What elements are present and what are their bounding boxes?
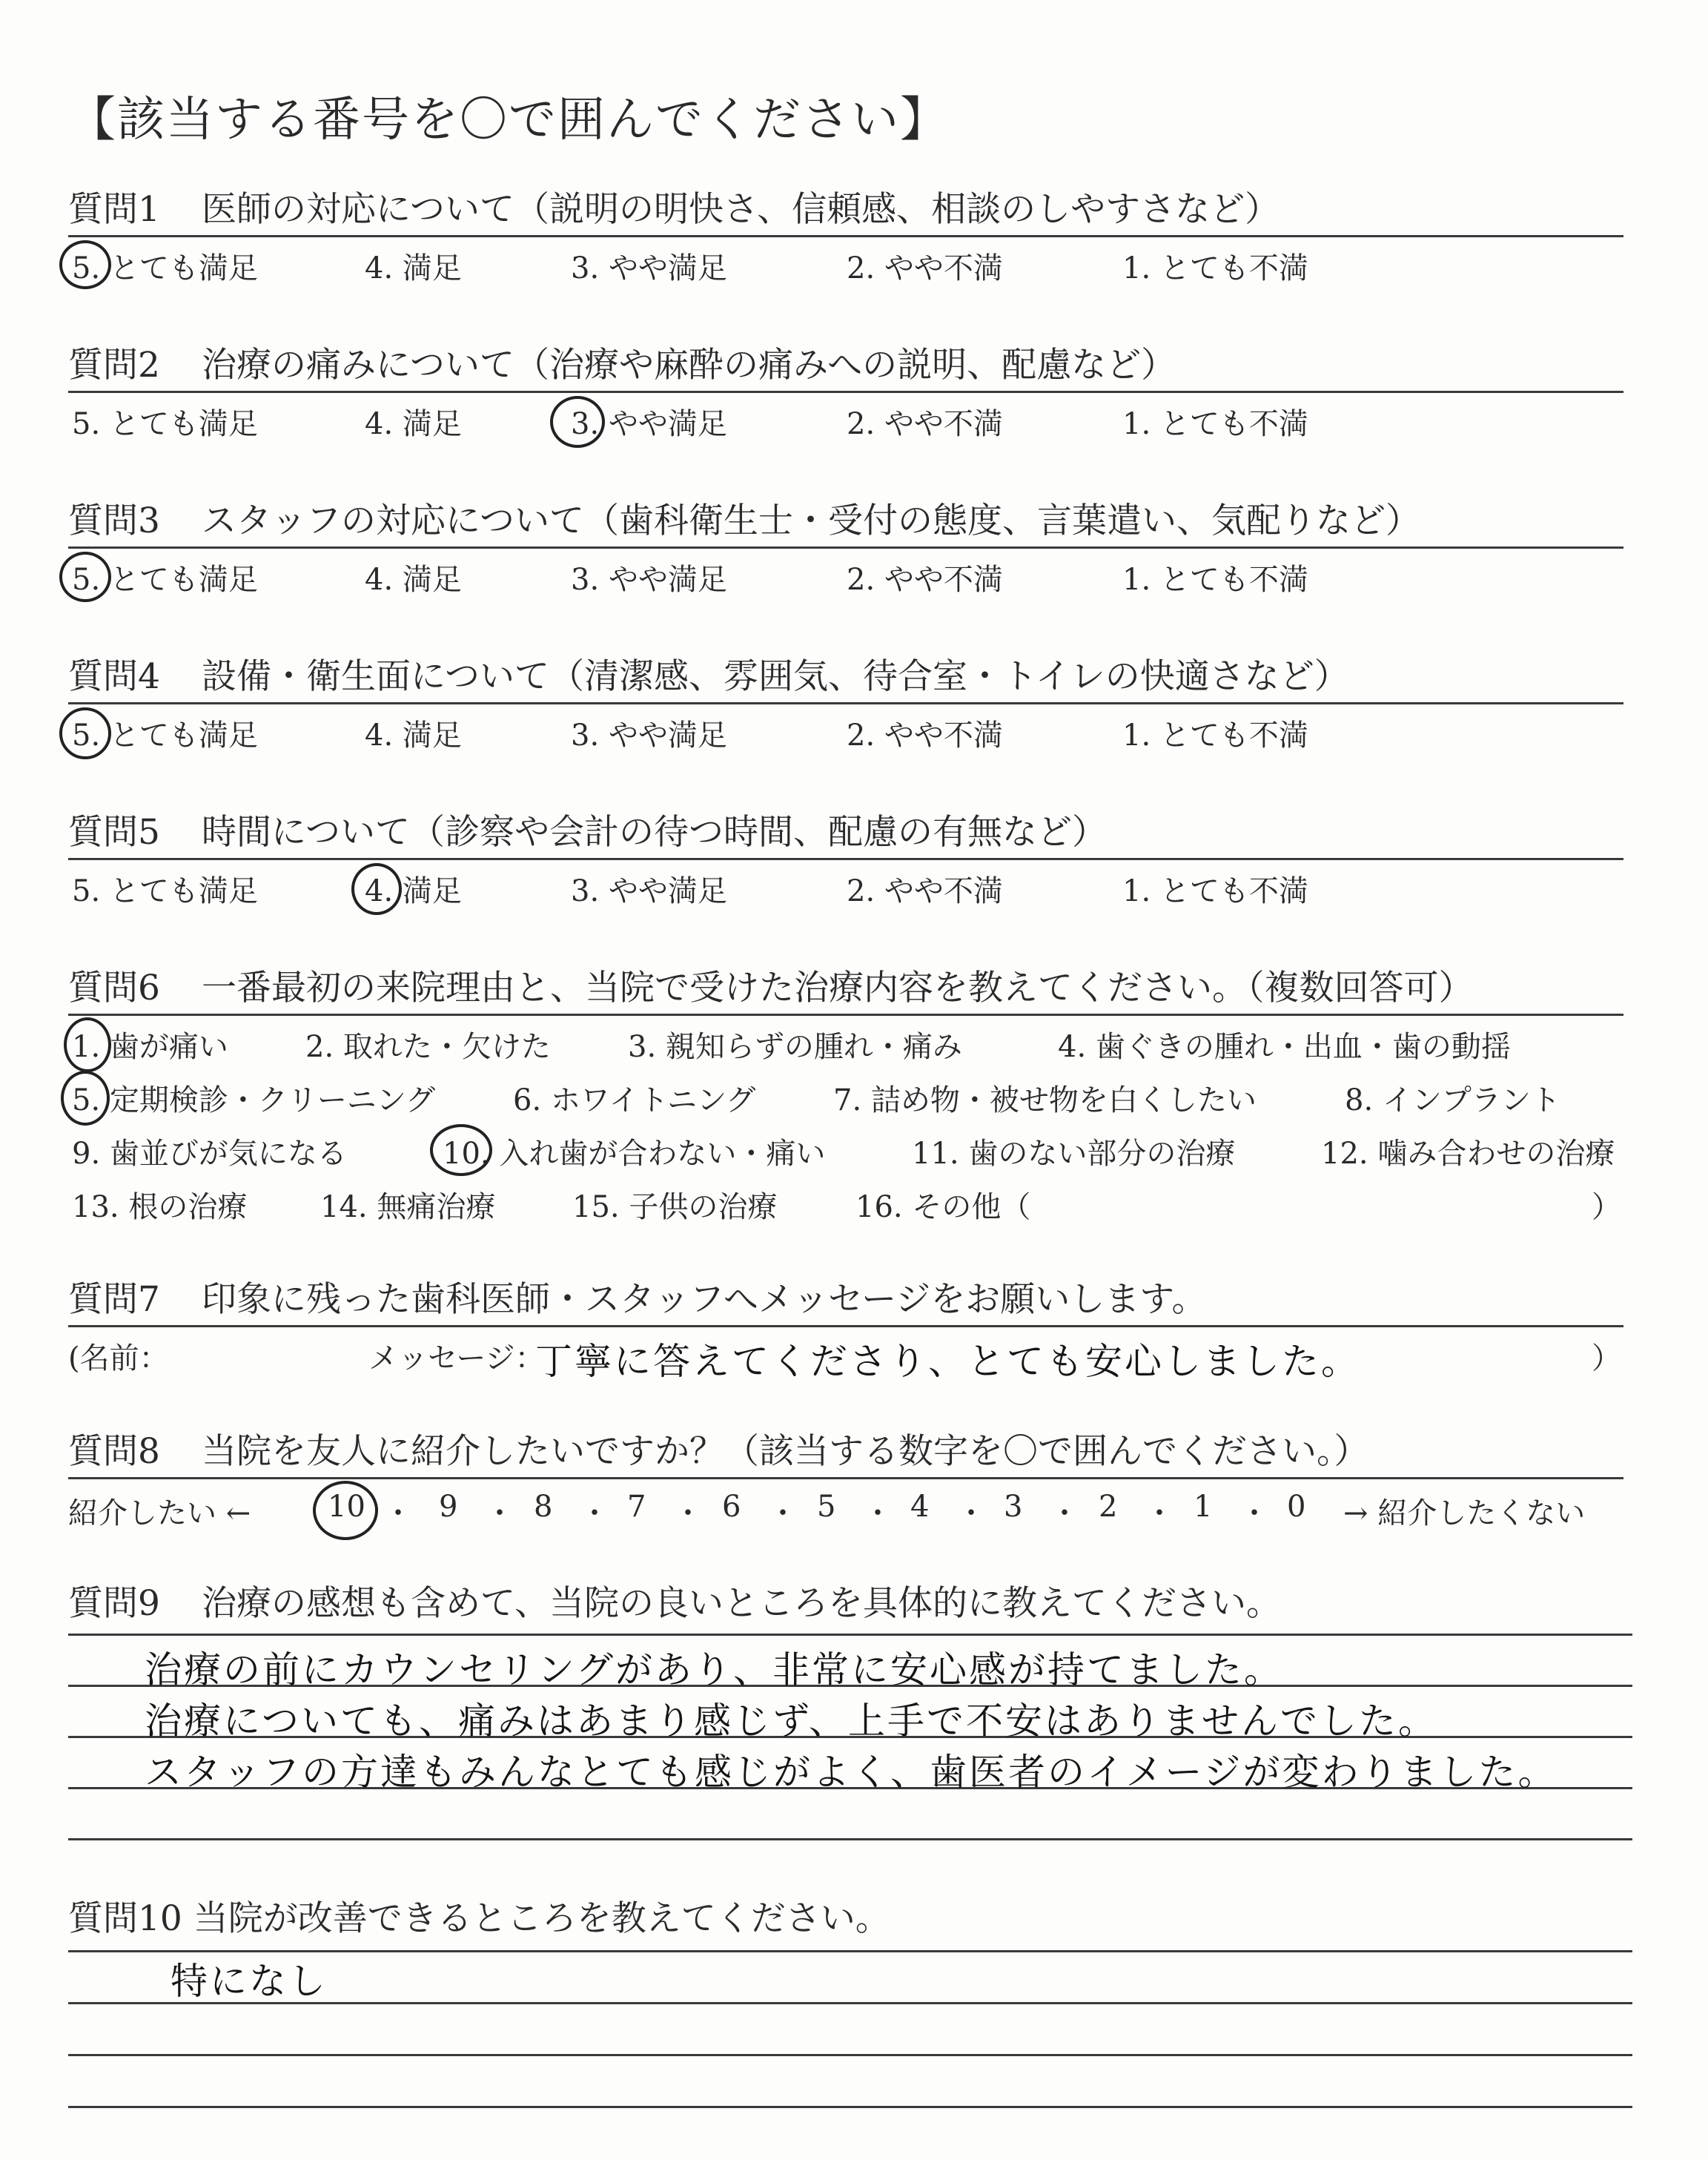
scale-9[interactable]: 9 — [439, 1490, 458, 1524]
question-8 — [68, 1424, 1623, 1539]
scale-dot: ・ — [580, 1496, 609, 1530]
scale-2[interactable]: 2 — [1099, 1490, 1118, 1524]
option-1[interactable]: 1. とても不満 — [1122, 407, 1308, 441]
reason-option-10[interactable]: 10. 入れ歯が合わない・痛い — [443, 1137, 826, 1171]
question-3-text: スタッフの対応について（歯科衛生士・受付の態度、言葉遣い、気配りなど） — [202, 501, 1421, 541]
scale-left-label: 紹介したい ← — [68, 1496, 251, 1530]
question-5-text: 時間について（診察や会計の待つ時間、配慮の有無など） — [202, 812, 1108, 853]
option-5[interactable]: 5. とても満足 — [72, 563, 258, 597]
reason-option-1[interactable]: 1. 歯が痛い — [72, 1030, 228, 1064]
question-8-text: 当院を友人に紹介したいですか？（該当する数字を〇で囲んでください。） — [202, 1431, 1369, 1472]
question-10-number: 質問10 — [68, 1898, 182, 1939]
scale-4[interactable]: 4 — [910, 1490, 930, 1524]
question-4 — [68, 649, 1623, 756]
reason-option-8[interactable]: 8. インプラント — [1345, 1083, 1560, 1117]
option-1[interactable]: 1. とても不満 — [1122, 719, 1308, 753]
scale-right-label: → 紹介したくない — [1343, 1496, 1586, 1530]
option-2[interactable]: 2. やや不満 — [847, 407, 1003, 441]
scale-dot: ・ — [1050, 1496, 1079, 1530]
scale-dot: ・ — [485, 1496, 514, 1530]
question-3-options — [68, 549, 1623, 601]
reason-option-16[interactable]: 16. その他（ — [855, 1190, 1031, 1224]
scale-dot: ・ — [863, 1496, 893, 1530]
question-1 — [68, 182, 1623, 289]
question-6-text: 一番最初の来院理由と、当院で受けた治療内容を教えてください。（複数回答可） — [202, 968, 1474, 1008]
scale-6[interactable]: 6 — [722, 1490, 741, 1524]
option-5[interactable]: 5. とても満足 — [72, 251, 258, 285]
name-label: (名前： — [68, 1341, 169, 1375]
question-4-text: 設備・衛生面について（清潔感、雰囲気、待合室・トイレの快適さなど） — [202, 656, 1349, 697]
option-4[interactable]: 4. 満足 — [365, 874, 462, 908]
question-3-number: 質問3 — [68, 501, 160, 541]
option-4[interactable]: 4. 満足 — [365, 563, 462, 597]
option-2[interactable]: 2. やや不満 — [847, 719, 1003, 753]
option-1[interactable]: 1. とても不満 — [1122, 563, 1308, 597]
reason-option-9[interactable]: 9. 歯並びが気になる — [72, 1137, 347, 1171]
reason-option-15[interactable]: 15. 子供の治療 — [572, 1190, 778, 1224]
answer-line — [68, 1634, 1632, 1636]
option-1[interactable]: 1. とても不満 — [1122, 874, 1308, 908]
question-7-title — [68, 1272, 1623, 1327]
improvement-handwritten[interactable]: 特になし — [171, 1960, 328, 2003]
option-1[interactable]: 1. とても不満 — [1122, 251, 1308, 285]
scale-dot: ・ — [956, 1496, 986, 1530]
question-2 — [68, 337, 1623, 445]
scale-dot: ・ — [1239, 1496, 1269, 1530]
question-6-row-1 — [68, 1016, 1623, 1069]
question-1-options — [68, 237, 1623, 289]
question-2-text: 治療の痛みについて（治療や麻酔の痛みへの説明、配慮など） — [202, 345, 1176, 386]
question-4-number: 質問4 — [68, 656, 160, 697]
page-header: 【該当する番号を〇で囲んでください】 — [68, 93, 949, 148]
option-2[interactable]: 2. やや不満 — [847, 563, 1003, 597]
question-8-title — [68, 1424, 1623, 1479]
other-close-paren: ） — [1592, 1190, 1621, 1224]
scale-5[interactable]: 5 — [817, 1490, 836, 1524]
message-handwritten[interactable]: 丁寧に答えてくださり、とても安心しました。 — [535, 1340, 1360, 1383]
reason-option-3[interactable]: 3. 親知らずの腫れ・痛み — [628, 1030, 962, 1064]
question-4-options — [68, 704, 1623, 756]
option-3[interactable]: 3. やや満足 — [571, 407, 727, 441]
question-9-title — [68, 1576, 1623, 1625]
scale-8[interactable]: 8 — [534, 1490, 553, 1524]
option-4[interactable]: 4. 満足 — [365, 251, 462, 285]
question-6-row-4 — [68, 1176, 1623, 1229]
question-10-title — [68, 1891, 1623, 1941]
answer-line — [68, 1838, 1632, 1840]
reason-option-6[interactable]: 6. ホワイトニング — [513, 1083, 756, 1117]
scale-10[interactable]: 10 — [328, 1490, 365, 1524]
question-2-number: 質問2 — [68, 345, 160, 386]
option-5[interactable]: 5. とても満足 — [72, 407, 258, 441]
reason-option-2[interactable]: 2. 取れた・欠けた — [305, 1030, 551, 1064]
question-8-number: 質問8 — [68, 1431, 160, 1472]
option-3[interactable]: 3. やや満足 — [571, 719, 727, 753]
reason-option-5[interactable]: 5. 定期検診・クリーニング — [72, 1083, 436, 1117]
question-2-options — [68, 393, 1623, 445]
message-label: メッセージ： — [368, 1341, 545, 1375]
recommend-scale — [68, 1479, 1623, 1539]
question-7-message-row — [68, 1327, 1623, 1383]
answer-handwritten-3[interactable]: スタッフの方達もみんなとても感じがよく、歯医者のイメージが変わりました。 — [145, 1751, 1558, 1794]
question-5 — [68, 805, 1623, 912]
question-5-title — [68, 805, 1623, 860]
question-7 — [68, 1272, 1623, 1383]
option-5[interactable]: 5. とても満足 — [72, 874, 258, 908]
reason-option-14[interactable]: 14. 無痛治療 — [320, 1190, 496, 1224]
answer-line — [68, 2054, 1632, 2056]
question-7-text: 印象に残った歯科医師・スタッフへメッセージをお願いします。 — [202, 1279, 1207, 1320]
question-6-title — [68, 960, 1623, 1016]
scale-3[interactable]: 3 — [1004, 1490, 1023, 1524]
question-6-number: 質問6 — [68, 968, 160, 1008]
question-6-row-3 — [68, 1123, 1623, 1176]
option-2[interactable]: 2. やや不満 — [847, 874, 1003, 908]
reason-option-12[interactable]: 12. 噛み合わせの治療 — [1321, 1137, 1615, 1171]
option-5[interactable]: 5. とても満足 — [72, 719, 258, 753]
option-4[interactable]: 4. 満足 — [365, 407, 462, 441]
scale-7[interactable]: 7 — [627, 1490, 646, 1524]
question-5-options — [68, 860, 1623, 912]
option-3[interactable]: 3. やや満足 — [571, 874, 727, 908]
reason-option-11[interactable]: 11. 歯のない部分の治療 — [912, 1137, 1236, 1171]
reason-option-13[interactable]: 13. 根の治療 — [72, 1190, 248, 1224]
option-4[interactable]: 4. 満足 — [365, 719, 462, 753]
answer-handwritten-1[interactable]: 治療の前にカウンセリングがあり、非常に安心感が持てました。 — [145, 1648, 1283, 1691]
answer-line — [68, 2106, 1632, 2108]
question-6 — [68, 960, 1623, 1229]
scale-dot: ・ — [1145, 1496, 1174, 1530]
message-close-paren: ） — [1592, 1341, 1621, 1375]
question-6-row-2 — [68, 1069, 1623, 1123]
answer-handwritten-2[interactable]: 治療についても、痛みはあまり感じず、上手で不安はありませんでした。 — [145, 1700, 1437, 1743]
question-10 — [68, 1891, 1623, 1941]
option-3[interactable]: 3. やや満足 — [571, 563, 727, 597]
question-10-text: 当院が改善できるところを教えてください。 — [193, 1898, 890, 1939]
question-9 — [68, 1576, 1623, 1625]
question-9-text: 治療の感想も含めて、当院の良いところを具体的に教えてください。 — [202, 1583, 1282, 1624]
scale-dot: ・ — [673, 1496, 703, 1530]
question-2-title — [68, 337, 1623, 393]
question-9-number: 質問9 — [68, 1583, 160, 1624]
scale-dot: ・ — [383, 1496, 413, 1530]
question-1-text: 医師の対応について（説明の明快さ、信頼感、相談のしやすさなど） — [202, 189, 1280, 230]
question-7-number: 質問7 — [68, 1279, 160, 1320]
question-5-number: 質問5 — [68, 812, 160, 853]
scale-dot: ・ — [768, 1496, 798, 1530]
question-1-number: 質問1 — [68, 189, 160, 230]
option-2[interactable]: 2. やや不満 — [847, 251, 1003, 285]
question-1-title — [68, 182, 1623, 237]
scale-0[interactable]: 0 — [1287, 1490, 1306, 1524]
scale-1[interactable]: 1 — [1194, 1490, 1213, 1524]
question-4-title — [68, 649, 1623, 704]
reason-option-7[interactable]: 7. 詰め物・被せ物を白くしたい — [833, 1083, 1257, 1117]
reason-option-4[interactable]: 4. 歯ぐきの腫れ・出血・歯の動揺 — [1058, 1030, 1511, 1064]
question-3-title — [68, 493, 1623, 549]
question-3 — [68, 493, 1623, 601]
option-3[interactable]: 3. やや満足 — [571, 251, 727, 285]
